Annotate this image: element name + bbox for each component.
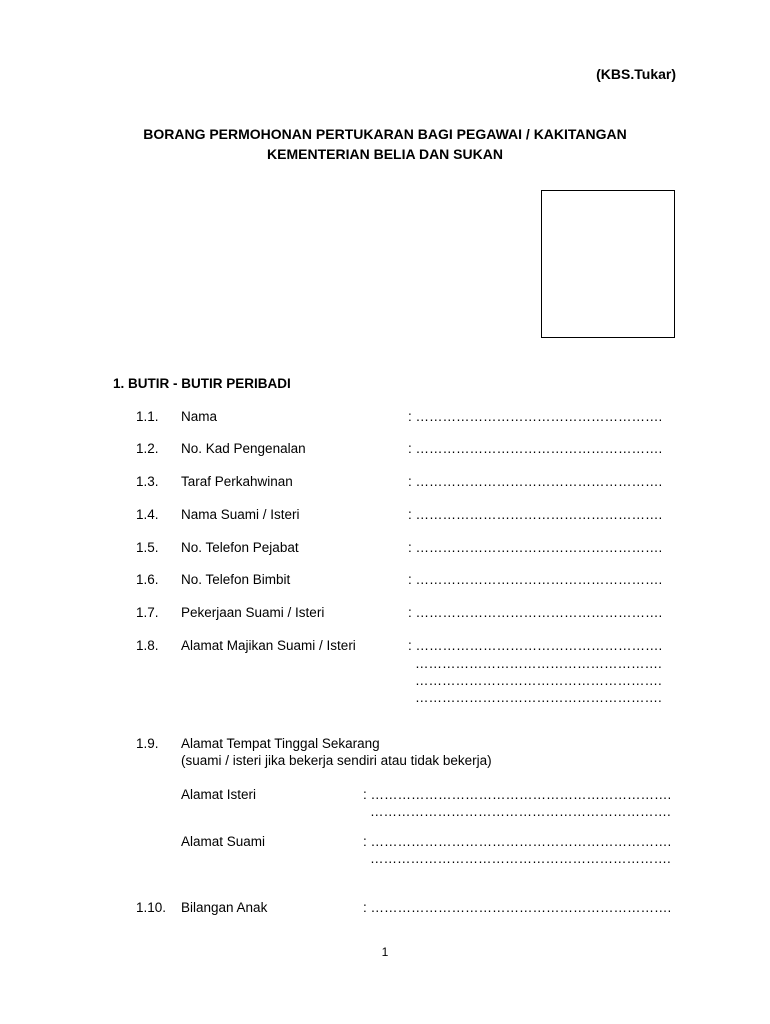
field-input-ic[interactable]: : ………………………………………………. bbox=[408, 441, 663, 456]
field-input-spouse-employer-line[interactable]: ………………………………………………. bbox=[415, 656, 662, 671]
form-code: (KBS.Tukar) bbox=[596, 66, 676, 82]
field-input-office-phone[interactable]: : ………………………………………………. bbox=[408, 540, 663, 555]
form-title-line2: KEMENTERIAN BELIA DAN SUKAN bbox=[267, 146, 503, 162]
form-title-line1: BORANG PERMOHONAN PERTUKARAN BAGI PEGAWAI / KAKITANGAN bbox=[143, 126, 627, 142]
field-input-spouse-employer-line[interactable]: ………………………………………………. bbox=[415, 673, 662, 688]
field-input-husband-address[interactable]: : …………………………………………………………. bbox=[363, 834, 672, 849]
field-note-current-address: (suami / isteri jika bekerja sendiri atau tidak bekerja) bbox=[181, 753, 492, 768]
field-input-spouse-name[interactable]: : ………………………………………………. bbox=[408, 507, 663, 522]
field-input-spouse-employer-line[interactable]: ………………………………………………. bbox=[415, 690, 662, 705]
field-label-office-phone: No. Telefon Pejabat bbox=[181, 540, 299, 555]
field-label-spouse-job: Pekerjaan Suami / Isteri bbox=[181, 605, 325, 620]
field-input-mobile-phone[interactable]: : ………………………………………………. bbox=[408, 572, 663, 587]
field-label-ic: No. Kad Pengenalan bbox=[181, 441, 306, 456]
field-number: 1.5. bbox=[136, 540, 159, 555]
field-number: 1.7. bbox=[136, 605, 159, 620]
field-input-children[interactable]: : …………………………………………………………. bbox=[363, 900, 672, 915]
field-number: 1.2. bbox=[136, 441, 159, 456]
field-number: 1.1. bbox=[136, 409, 159, 424]
field-number: 1.6. bbox=[136, 572, 159, 587]
field-input-marital[interactable]: : ………………………………………………. bbox=[408, 474, 663, 489]
field-label-spouse-employer: Alamat Majikan Suami / Isteri bbox=[181, 638, 356, 653]
field-label-spouse-name: Nama Suami / Isteri bbox=[181, 507, 300, 522]
field-label-wife-address: Alamat Isteri bbox=[181, 787, 257, 802]
section-heading: 1. BUTIR - BUTIR PERIBADI bbox=[113, 376, 291, 391]
field-label-children: Bilangan Anak bbox=[181, 900, 268, 915]
page-number: 1 bbox=[381, 945, 389, 959]
field-number: 1.10. bbox=[136, 900, 167, 915]
field-label-current-address: Alamat Tempat Tinggal Sekarang bbox=[181, 736, 380, 751]
field-input-husband-address-line[interactable]: …………………………………………………………. bbox=[370, 851, 671, 866]
field-number: 1.9. bbox=[136, 736, 159, 751]
field-input-nama[interactable]: : ………………………………………………. bbox=[408, 409, 663, 424]
field-input-wife-address-line[interactable]: …………………………………………………………. bbox=[370, 804, 671, 819]
field-label-nama: Nama bbox=[181, 409, 218, 424]
field-label-mobile-phone: No. Telefon Bimbit bbox=[181, 572, 291, 587]
field-number: 1.8. bbox=[136, 638, 159, 653]
photo-box bbox=[541, 190, 675, 338]
field-input-spouse-job[interactable]: : ………………………………………………. bbox=[408, 605, 663, 620]
field-number: 1.4. bbox=[136, 507, 159, 522]
field-number: 1.3. bbox=[136, 474, 159, 489]
field-label-marital: Taraf Perkahwinan bbox=[181, 474, 293, 489]
field-label-husband-address: Alamat Suami bbox=[181, 834, 266, 849]
field-input-spouse-employer[interactable]: : ………………………………………………. bbox=[408, 638, 663, 653]
field-input-wife-address[interactable]: : …………………………………………………………. bbox=[363, 787, 672, 802]
